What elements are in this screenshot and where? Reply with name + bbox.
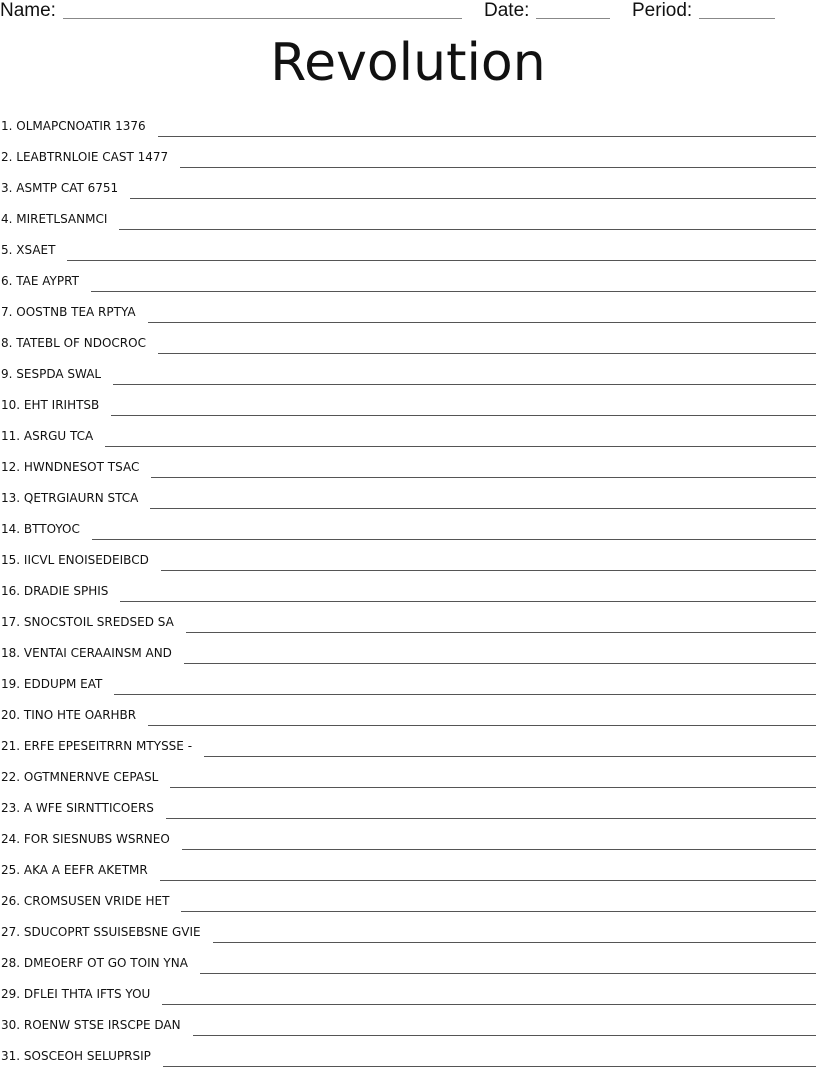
answer-line[interactable] xyxy=(120,601,816,602)
scrambled-word: 26. CROMSUSEN VRIDE HET xyxy=(1,894,170,908)
question-row xyxy=(0,262,816,293)
scrambled-word: 29. DFLEI THTA IFTS YOU xyxy=(1,987,151,1001)
scrambled-word: 14. BTTOYOC xyxy=(1,522,80,536)
scrambled-word: 2. LEABTRNLOIE CAST 1477 xyxy=(1,150,169,164)
name-field[interactable] xyxy=(63,18,462,19)
question-row xyxy=(0,1006,816,1037)
scrambled-word: 16. DRADIE SPHIS xyxy=(1,584,109,598)
question-row xyxy=(0,324,816,355)
scrambled-word: 19. EDDUPM EAT xyxy=(1,677,103,691)
scrambled-word: 22. OGTMNERNVE CEPASL xyxy=(1,770,159,784)
answer-line[interactable] xyxy=(181,911,816,912)
answer-line[interactable] xyxy=(105,446,816,447)
scrambled-word: 10. EHT IRIHTSB xyxy=(1,398,100,412)
scrambled-word: 5. XSAET xyxy=(1,243,56,257)
answer-line[interactable] xyxy=(91,291,816,292)
date-field[interactable] xyxy=(536,18,610,19)
answer-line[interactable] xyxy=(184,663,816,664)
answer-line[interactable] xyxy=(92,539,816,540)
question-row xyxy=(0,665,816,696)
worksheet-header xyxy=(0,0,816,24)
question-row xyxy=(0,386,816,417)
scrambled-word: 3. ASMTP CAT 6751 xyxy=(1,181,119,195)
answer-line[interactable] xyxy=(161,570,816,571)
question-list xyxy=(0,107,816,1068)
answer-line[interactable] xyxy=(213,942,816,943)
question-row xyxy=(0,417,816,448)
scrambled-word: 11. ASRGU TCA xyxy=(1,429,94,443)
answer-line[interactable] xyxy=(170,787,816,788)
scrambled-word: 27. SDUCOPRT SSUISEBSNE GVIE xyxy=(1,925,201,939)
question-row xyxy=(0,851,816,882)
answer-line[interactable] xyxy=(130,198,816,199)
answer-line[interactable] xyxy=(180,167,816,168)
answer-line[interactable] xyxy=(148,322,816,323)
question-row xyxy=(0,758,816,789)
question-row xyxy=(0,789,816,820)
question-row xyxy=(0,355,816,386)
answer-line[interactable] xyxy=(160,880,816,881)
scrambled-word: 15. IICVL ENOISEDEIBCD xyxy=(1,553,149,567)
scrambled-word: 13. QETRGIAURN STCA xyxy=(1,491,139,505)
question-row xyxy=(0,293,816,324)
question-row xyxy=(0,107,816,138)
answer-line[interactable] xyxy=(158,136,816,137)
question-row xyxy=(0,696,816,727)
answer-line[interactable] xyxy=(148,725,816,726)
answer-line[interactable] xyxy=(182,849,816,850)
scrambled-word: 17. SNOCSTOIL SREDSED SA xyxy=(1,615,174,629)
scrambled-word: 8. TATEBL OF NDOCROC xyxy=(1,336,146,350)
scrambled-word: 18. VENTAI CERAAINSM AND xyxy=(1,646,172,660)
question-row xyxy=(0,200,816,231)
scrambled-word: 31. SOSCEOH SELUPRSIP xyxy=(1,1049,151,1063)
answer-line[interactable] xyxy=(67,260,816,261)
scrambled-word: 6. TAE AYPRT xyxy=(1,274,79,288)
question-row xyxy=(0,479,816,510)
period-label: Period: xyxy=(632,0,693,21)
answer-line[interactable] xyxy=(166,818,816,819)
answer-line[interactable] xyxy=(114,694,816,695)
answer-line[interactable] xyxy=(113,384,816,385)
scrambled-word: 4. MIRETLSANMCI xyxy=(1,212,108,226)
answer-line[interactable] xyxy=(193,1035,816,1036)
page-title: Revolution xyxy=(270,33,546,93)
scrambled-word: 12. HWNDNESOT TSAC xyxy=(1,460,140,474)
answer-line[interactable] xyxy=(151,477,816,478)
question-row xyxy=(0,975,816,1006)
question-row xyxy=(0,603,816,634)
question-row xyxy=(0,169,816,200)
answer-line[interactable] xyxy=(119,229,816,230)
question-row xyxy=(0,634,816,665)
scrambled-word: 24. FOR SIESNUBS WSRNEO xyxy=(1,832,170,846)
question-row xyxy=(0,913,816,944)
scrambled-word: 20. TINO HTE OARHBR xyxy=(1,708,137,722)
date-label: Date: xyxy=(484,0,530,21)
scrambled-word: 7. OOSTNB TEA RPTYA xyxy=(1,305,136,319)
question-row xyxy=(0,572,816,603)
scrambled-word: 28. DMEOERF OT GO TOIN YNA xyxy=(1,956,188,970)
question-row xyxy=(0,541,816,572)
scrambled-word: 1. OLMAPCNOATIR 1376 xyxy=(1,119,146,133)
name-label: Name: xyxy=(0,0,56,21)
answer-line[interactable] xyxy=(200,973,816,974)
period-field[interactable] xyxy=(699,18,775,19)
scrambled-word: 21. ERFE EPESEITRRN MTYSSE - xyxy=(1,739,193,753)
question-row xyxy=(0,138,816,169)
answer-line[interactable] xyxy=(162,1004,816,1005)
question-row xyxy=(0,1037,816,1068)
scrambled-word: 30. ROENW STSE IRSCPE DAN xyxy=(1,1018,181,1032)
answer-line[interactable] xyxy=(186,632,816,633)
scrambled-word: 9. SESPDA SWAL xyxy=(1,367,102,381)
scrambled-word: 25. AKA A EEFR AKETMR xyxy=(1,863,148,877)
answer-line[interactable] xyxy=(158,353,816,354)
scrambled-word: 23. A WFE SIRNTTICOERS xyxy=(1,801,154,815)
answer-line[interactable] xyxy=(204,756,816,757)
question-row xyxy=(0,882,816,913)
question-row xyxy=(0,727,816,758)
question-row xyxy=(0,231,816,262)
question-row xyxy=(0,944,816,975)
answer-line[interactable] xyxy=(111,415,816,416)
question-row xyxy=(0,448,816,479)
answer-line[interactable] xyxy=(150,508,816,509)
question-row xyxy=(0,510,816,541)
question-row xyxy=(0,820,816,851)
answer-line[interactable] xyxy=(163,1066,816,1067)
